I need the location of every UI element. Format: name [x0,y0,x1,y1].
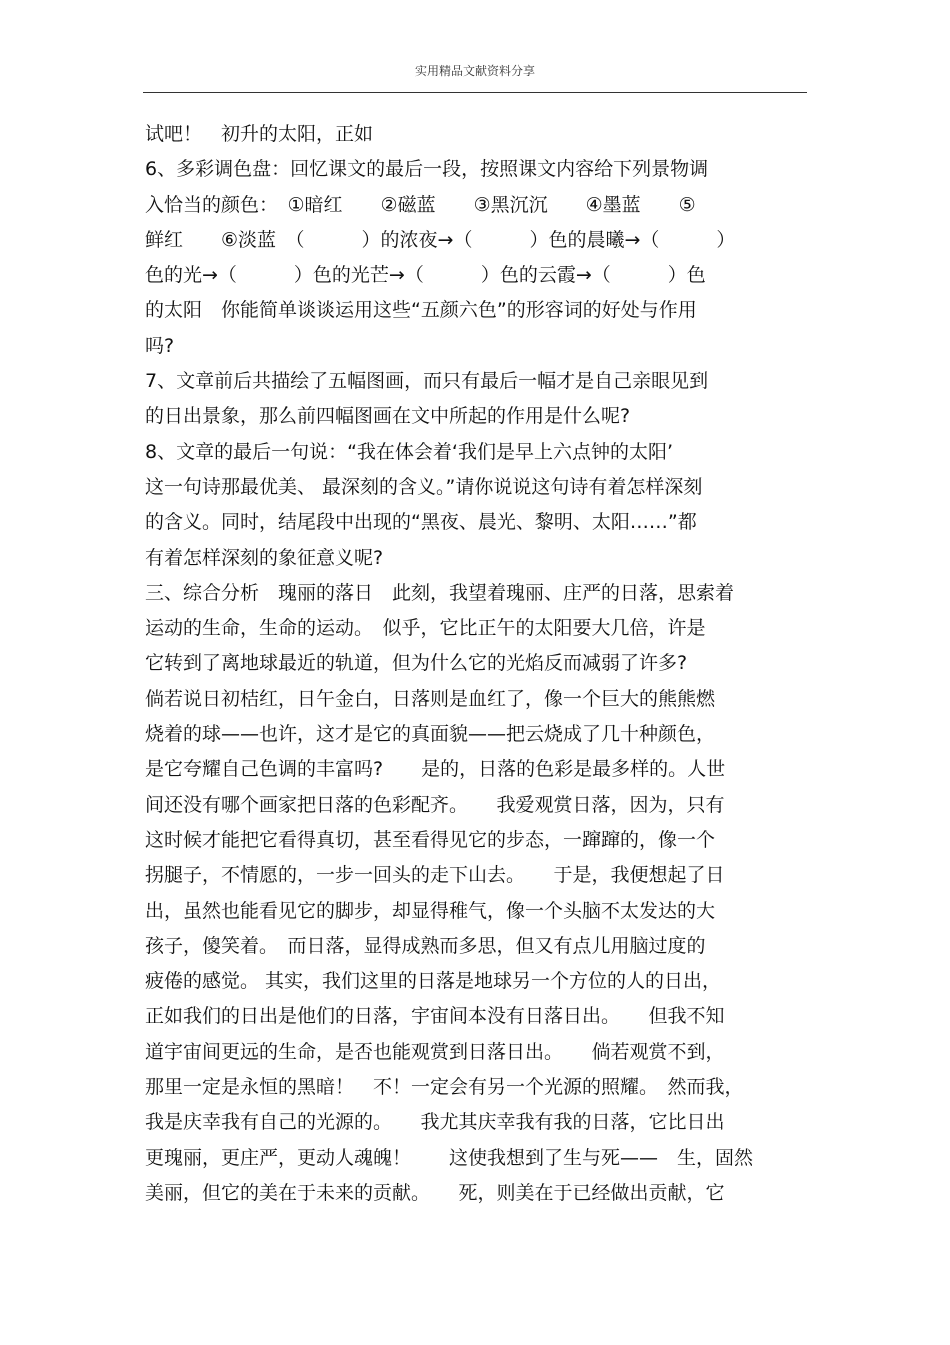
text-line: 有着怎样深刻的象征意义呢? [145,546,384,569]
text-line: 正如我们的日出是他们的日落，宇宙间本没有日落日出。 但我不知 [145,1005,725,1028]
text-line: 道宇宙间更远的生命，是否也能观赏到日落日出。 倘若观赏不到， [145,1040,725,1063]
text-line: 吗? [145,334,175,357]
text-line: 出，虽然也能看见它的脚步，却显得稚气，像一个头脑不太发达的大 [145,899,716,922]
text-line: 运动的生命，生命的运动。 似乎，它比正午的太阳要大几倍，许是 [145,617,706,640]
text-line: 三、综合分析 瑰丽的落日 此刻，我望着瑰丽、庄严的日落，思索着 [145,581,735,604]
text-line: 8、文章的最后一句说：“我在体会着‘我们是早上六点钟的太阳’ [145,440,674,463]
page-header: 实用精品文献资料分享 [414,64,535,78]
text-line: 孩子，傻笑着。 而日落，显得成熟而多思，但又有点儿用脑过度的 [145,934,706,957]
text-line: 倘若说日初桔红，日午金白，日落则是血红了，像一个巨大的熊熊燃 [145,687,716,710]
document-body [145,117,809,1211]
text-line: 我是庆幸我有自己的光源的。 我尤其庆幸我有我的日落，它比日出 [145,1111,725,1134]
header-divider [143,92,807,93]
text-line: 是它夸耀自己色调的丰富吗? 是的，日落的色彩是最多样的。人世 [145,758,726,781]
text-line: 的含义。同时，结尾段中出现的“黑夜、晨光、黎明、太阳……”都 [145,511,697,534]
text-line: 的太阳 你能简单谈谈运用这些“五颜六色”的形容词的好处与作用 [145,299,697,322]
text-line: 烧着的球——也许，这才是它的真面貌——把云烧成了几十种颜色， [145,723,716,746]
text-line: 这一句诗那最优美、 最深刻的含义。”请你说说这句诗有着怎样深刻 [145,475,703,498]
text-line: 的日出景象，那么前四幅图画在文中所起的作用是什么呢? [145,405,631,428]
text-line: 拐腿子，不情愿的，一步一回头的走下山去。 于是，我便想起了日 [145,864,725,887]
text-line: 入恰当的颜色： ①暗红 ②磁蓝 ③黑沉沉 ④墨蓝 ⑤ [145,193,696,216]
text-line: 试吧！ 初升的太阳，正如 [145,123,374,145]
text-line: 7、文章前后共描绘了五幅图画，而只有最后一幅才是自己亲眼见到 [145,370,709,393]
text-line: 它转到了离地球最近的轨道，但为什么它的光焰反而减弱了许多? [145,652,688,675]
text-line: 美丽，但它的美在于未来的贡献。 死，则美在于已经做出贡献，它 [145,1181,725,1204]
text-line: 这时候才能把它看得真切，甚至看得见它的步态，一蹿蹿的，像一个 [145,828,716,851]
text-line: 那里一定是永恒的黑暗！ 不！一定会有另一个光源的照耀。 然而我， [145,1076,744,1099]
text-line: 色的光→（ ）色的光芒→（ ）色的云霞→（ ）色 [145,264,706,287]
text-line: 更瑰丽，更庄严，更动人魂魄！ 这使我想到了生与死—— 生，固然 [145,1146,754,1169]
text-line: 间还没有哪个画家把日落的色彩配齐。 我爱观赏日落，因为，只有 [145,793,725,816]
text-line: 6、多彩调色盘：回忆课文的最后一段，按照课文内容给下列景物调 [145,158,709,181]
text-line: 鲜红 ⑥淡蓝 （ ）的浓夜→（ ）色的晨曦→（ ） [145,228,736,251]
text-line: 疲倦的感觉。 其实，我们这里的日落是地球另一个方位的人的日出， [145,970,722,993]
